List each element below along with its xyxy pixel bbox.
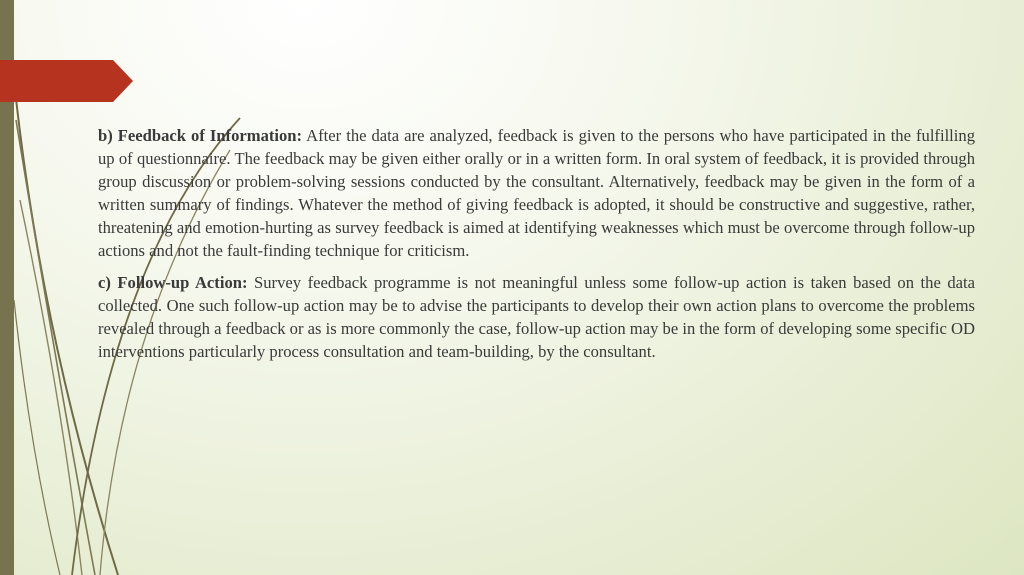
paragraph-feedback-of-information (98, 124, 975, 262)
slide-body (98, 124, 975, 372)
paragraph-heading: c) Follow-up Action: (98, 273, 248, 292)
paragraph-heading: b) Feedback of Information: (98, 126, 303, 145)
paragraph-text: Survey feedback programme is not meaningful unless some follow-up action is taken based on the data collected. One such follow-up action may be to advise the participants to develop their own action plans to overcome the problems revealed through a feedback or as is more commonly the case, follow-up action may be in the form of developing some specific OD interventions particularly process consultation and team-building, by the consultant. (98, 273, 975, 361)
paragraph-text: After the data are analyzed, feedback is given to the persons who have participated in the fulfilling up of questionnaire. The feedback may be given either orally or in a written form. In oral system of feedback, it is provided through group discussion or problem-solving sessions conducted by the consultant. Alternatively, feedback may be given in the form of a written summary of findings. Whatever the method of giving feedback is adopted, it should be constructive and suggestive, rather, threatening and emotion-hurting as survey feedback is aimed at identifying weaknesses which must be overcome through follow-up actions and not the fault-finding technique for criticism. (98, 126, 975, 260)
paragraph-follow-up-action (98, 271, 975, 363)
